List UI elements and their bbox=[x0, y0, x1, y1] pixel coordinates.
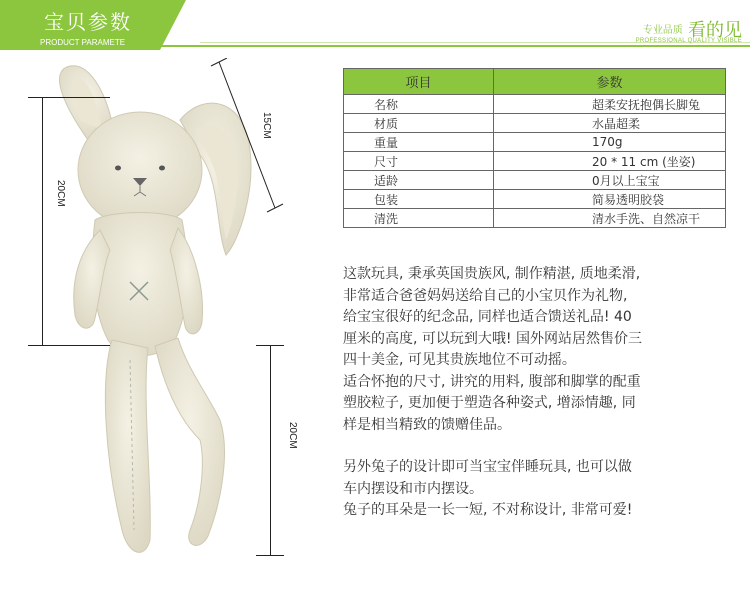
spec-header-key: 项目 bbox=[344, 69, 494, 95]
slogan-subtitle: PROFESSIONAL QUALITY VISIBLE bbox=[635, 38, 742, 44]
description-line: 车内摆设和市内摆设。 bbox=[343, 480, 483, 497]
spec-key: 材质 bbox=[344, 114, 494, 133]
section-title: 宝贝参数 bbox=[44, 10, 132, 34]
header-divider bbox=[160, 45, 750, 47]
spec-key: 清洗 bbox=[344, 209, 494, 228]
table-row bbox=[344, 95, 726, 114]
description-line: 四十美金, 可见其贵族地位不可动摇。 bbox=[343, 352, 576, 368]
slogan-small: 专业品质 bbox=[642, 25, 683, 36]
spec-value: 水晶超柔 bbox=[494, 114, 726, 133]
description-line: 厘米的高度, 可以玩到大哦! 国外网站居然售价三 bbox=[343, 330, 642, 347]
paragraph-gap bbox=[343, 436, 728, 457]
spec-value: 超柔安抚抱偶长脚兔 bbox=[494, 95, 726, 114]
description-line: 另外兔子的设计即可当宝宝伴睡玩具, 也可以做 bbox=[343, 459, 632, 475]
legs-dimension-bottom-tick bbox=[256, 555, 284, 556]
spec-value: 170g bbox=[494, 133, 726, 152]
description-line: 这款玩具, 秉承英国贵族风, 制作精湛, 质地柔滑, bbox=[343, 266, 641, 282]
spec-key: 适龄 bbox=[344, 171, 494, 190]
table-row bbox=[344, 209, 726, 228]
body-dimension-line bbox=[42, 97, 43, 345]
spec-value: 20 * 11 cm (坐姿) bbox=[494, 152, 726, 171]
ear-dimension-line bbox=[205, 58, 285, 218]
description-line: 兔子的耳朵是一长一短, 不对称设计, 非常可爱! bbox=[343, 502, 633, 518]
table-row bbox=[344, 171, 726, 190]
spec-key: 尺寸 bbox=[344, 152, 494, 171]
spec-key: 包装 bbox=[344, 190, 494, 209]
header-tab-notch bbox=[160, 0, 186, 50]
legs-dimension-label: 20CM bbox=[287, 422, 298, 449]
table-row bbox=[344, 133, 726, 152]
description-line: 非常适合爸爸妈妈送给自己的小宝贝作为礼物, bbox=[343, 287, 628, 304]
body-dimension-label: 20CM bbox=[55, 180, 66, 207]
description-line: 塑胶粒子, 更加便于塑造各种姿式, 增添情趣, 同 bbox=[343, 395, 636, 411]
ear-dimension-label: 15CM bbox=[261, 112, 272, 139]
spec-table bbox=[343, 68, 726, 228]
spec-table-header bbox=[344, 69, 726, 95]
spec-value: 0月以上宝宝 bbox=[494, 171, 726, 190]
legs-dimension-top-tick bbox=[256, 345, 284, 346]
spec-value: 清水手洗、自然凉干 bbox=[494, 209, 726, 228]
product-description bbox=[343, 264, 728, 522]
spec-header-value: 参数 bbox=[494, 69, 726, 95]
description-line: 给宝宝很好的纪念品, 同样也适合馈送礼品! 40 bbox=[343, 309, 632, 325]
description-line: 样是相当精致的馈赠佳品。 bbox=[343, 416, 511, 433]
table-row bbox=[344, 114, 726, 133]
section-subtitle: PRODUCT PARAMETE bbox=[40, 38, 126, 47]
spec-key: 重量 bbox=[344, 133, 494, 152]
description-line: 适合怀抱的尺寸, 讲究的用料, 腹部和脚掌的配重 bbox=[343, 373, 641, 390]
spec-value: 简易透明胶袋 bbox=[494, 190, 726, 209]
legs-dimension-line bbox=[270, 345, 271, 555]
table-row bbox=[344, 152, 726, 171]
slogan-big: 看的见 bbox=[688, 20, 742, 41]
spec-key: 名称 bbox=[344, 95, 494, 114]
body-dimension-top-tick bbox=[28, 97, 110, 98]
table-row bbox=[344, 190, 726, 209]
body-dimension-bottom-tick bbox=[28, 345, 110, 346]
